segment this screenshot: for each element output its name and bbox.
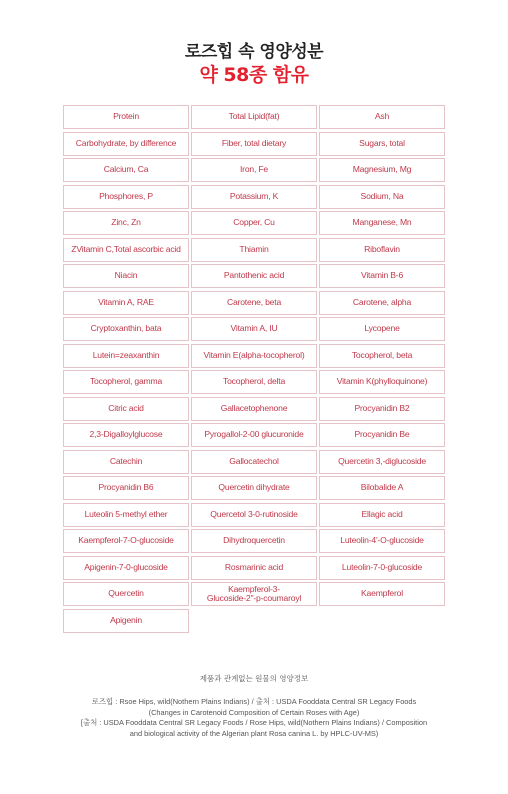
- nutrient-cell: Copper, Cu: [191, 211, 317, 235]
- nutrient-cell: Quercetin dihydrate: [191, 476, 317, 500]
- nutrient-cell: Carotene, alpha: [319, 291, 445, 315]
- nutrient-cell: Protein: [63, 105, 189, 129]
- nutrient-cell: Total Lipid(fat): [191, 105, 317, 129]
- nutrient-cell: Luteolin-7-0-glucoside: [319, 556, 445, 580]
- nutrient-cell: Kaempferol-7-O-glucoside: [63, 529, 189, 553]
- nutrient-cell: ZVitamin C,Total ascorbic acid: [63, 238, 189, 262]
- nutrient-cell: Lutein=zeaxanthin: [63, 344, 189, 368]
- nutrient-cell: Gallacetophenone: [191, 397, 317, 421]
- nutrient-cell: Luteolin 5-methyl ether: [63, 503, 189, 527]
- footer-note: 제품과 관계없는 원물의 영양정보: [199, 674, 309, 683]
- nutrient-cell: Potassium, K: [191, 185, 317, 209]
- nutrient-cell: Carotene, beta: [191, 291, 317, 315]
- nutrient-cell: Catechin: [63, 450, 189, 474]
- nutrient-cell: Procyanidin B2: [319, 397, 445, 421]
- nutrient-cell: Tocopherol, beta: [319, 344, 445, 368]
- nutrient-cell: Thiamin: [191, 238, 317, 262]
- nutrient-cell: Luteolin-4'-O-glucoside: [319, 529, 445, 553]
- nutrient-cell: Lycopene: [319, 317, 445, 341]
- page-subtitle: 약 58종 함유: [199, 64, 309, 86]
- nutrient-cell: Dihydroquercetin: [191, 529, 317, 553]
- nutrient-grid: [63, 105, 446, 633]
- nutrient-cell: Apigenin: [63, 609, 189, 633]
- source-citation: [54, 697, 454, 740]
- nutrient-cell: Quercetin 3,-diglucoside: [319, 450, 445, 474]
- nutrient-cell: Quercetol 3-0-rutinoside: [191, 503, 317, 527]
- nutrient-cell: Vitamin A, IU: [191, 317, 317, 341]
- source-line: and biological activity of the Algerian plant Rosa canina L. by HPLC-UV-MS): [129, 729, 379, 739]
- nutrient-cell: Kaempferol: [319, 582, 445, 606]
- nutrient-cell: Apigenin-7-0-glucoside: [63, 556, 189, 580]
- nutrient-cell: Riboflavin: [319, 238, 445, 262]
- page-title: 로즈힙 속 영양성분: [184, 42, 324, 62]
- nutrient-cell: Procyanidin Be: [319, 423, 445, 447]
- nutrient-cell: Zinc, Zn: [63, 211, 189, 235]
- nutrient-cell: Vitamin A, RAE: [63, 291, 189, 315]
- nutrient-cell: Vitamin B-6: [319, 264, 445, 288]
- nutrient-cell: Magnesium, Mg: [319, 158, 445, 182]
- nutrient-cell: Kaempferol-3- Glucoside-2''-p-coumaroyl: [191, 582, 317, 606]
- nutrient-cell: Citric acid: [63, 397, 189, 421]
- nutrient-cell: Sodium, Na: [319, 185, 445, 209]
- nutrient-cell: Quercetin: [63, 582, 189, 606]
- nutrient-cell: Bilobalide A: [319, 476, 445, 500]
- nutrient-cell: Pantothenic acid: [191, 264, 317, 288]
- nutrient-cell: Phosphores, P: [63, 185, 189, 209]
- nutrient-cell: Vitamin E(alpha-tocopherol): [191, 344, 317, 368]
- nutrient-cell: Sugars, total: [319, 132, 445, 156]
- nutrient-cell: Manganese, Mn: [319, 211, 445, 235]
- source-line: 로즈힙 : Rsoe Hips, wild(Nothern Plains Indians) / 출처 : USDA Fooddata Central SR Legacy Foods: [91, 697, 417, 706]
- nutrient-cell: Niacin: [63, 264, 189, 288]
- nutrient-cell: 2,3-Digalloylglucose: [63, 423, 189, 447]
- nutrient-cell: Fiber, total dietary: [191, 132, 317, 156]
- nutrient-cell: Ellagic acid: [319, 503, 445, 527]
- nutrient-cell: Vitamin K(phylloquinone): [319, 370, 445, 394]
- nutrient-cell: Tocopherol, gamma: [63, 370, 189, 394]
- nutrient-cell: Ash: [319, 105, 445, 129]
- nutrient-cell: Pyrogallol-2-00 glucuronide: [191, 423, 317, 447]
- nutrient-cell: Carbohydrate, by difference: [63, 132, 189, 156]
- source-line: (Changes in Carotenoid Composition of Certain Roses with Age): [148, 707, 360, 717]
- nutrient-cell: Gallocatechol: [191, 450, 317, 474]
- nutrient-cell: Tocopherol, delta: [191, 370, 317, 394]
- nutrient-cell: Procyanidin B6: [63, 476, 189, 500]
- nutrient-cell: Calcium, Ca: [63, 158, 189, 182]
- source-line: [출처 : USDA Fooddata Central SR Legacy Foods / Rose Hips, wild(Nothern Plains Indians) / Composition: [80, 718, 428, 728]
- nutrient-cell: Cryptoxanthin, bata: [63, 317, 189, 341]
- nutrient-cell: Iron, Fe: [191, 158, 317, 182]
- nutrient-cell: Rosmarinic acid: [191, 556, 317, 580]
